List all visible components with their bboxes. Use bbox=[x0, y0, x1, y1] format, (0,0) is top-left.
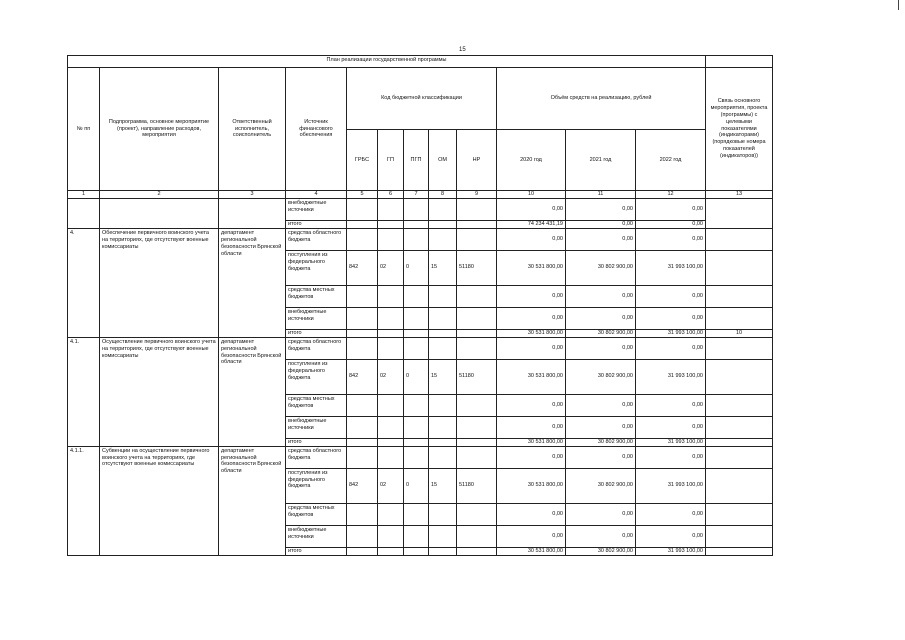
indicator-link-cell bbox=[706, 446, 773, 468]
total-2020: 30 531 800,00 bbox=[497, 547, 566, 555]
col-number: 11 bbox=[566, 191, 636, 199]
indicator-link: 10 bbox=[706, 329, 773, 337]
value-2020: 0,00 bbox=[497, 503, 566, 525]
om-cell bbox=[429, 503, 457, 525]
indicator-link-cell bbox=[706, 525, 773, 547]
value-2020: 0,00 bbox=[497, 337, 566, 359]
program-plan-table bbox=[67, 55, 773, 556]
value-2021: 30 802 900,00 bbox=[566, 359, 636, 394]
header-2021: 2021 год bbox=[566, 130, 636, 191]
gp-cell bbox=[378, 394, 404, 416]
source-cell: средства областного бюджета bbox=[286, 228, 347, 250]
col-number: 2 bbox=[100, 191, 219, 199]
header-budget-class: Код бюджетной классификации bbox=[347, 68, 497, 130]
header-2022: 2022 год bbox=[636, 130, 706, 191]
value-2020: 30 531 800,00 bbox=[497, 250, 566, 285]
om-cell bbox=[429, 285, 457, 307]
value-2022: 0,00 bbox=[636, 525, 706, 547]
col-number: 8 bbox=[429, 191, 457, 199]
total-label: итого bbox=[286, 438, 347, 446]
col-number: 12 bbox=[636, 191, 706, 199]
header-2020: 2020 год bbox=[497, 130, 566, 191]
value-2020: 0,00 bbox=[497, 394, 566, 416]
header-responsible: Ответственный исполнитель, соисполнитель bbox=[219, 68, 286, 191]
value-2022: 0,00 bbox=[636, 416, 706, 438]
om-cell bbox=[429, 525, 457, 547]
indicator-link-cell bbox=[706, 228, 773, 250]
om-cell: 15 bbox=[429, 468, 457, 503]
page-number: 15 bbox=[459, 47, 466, 53]
value-2022: 0,00 bbox=[636, 228, 706, 250]
gp-cell: 02 bbox=[378, 359, 404, 394]
header-name: Подпрограмма, основное мероприятие (проект), направление расходов, мероприятия bbox=[100, 68, 219, 191]
source-cell: внебюджетные источники bbox=[286, 525, 347, 547]
gp-cell bbox=[378, 307, 404, 329]
col-number: 6 bbox=[378, 191, 404, 199]
grbs-cell bbox=[347, 337, 378, 359]
header-nr: НР bbox=[457, 130, 497, 191]
row-number: 4.1. bbox=[68, 337, 100, 446]
om-cell: 15 bbox=[429, 250, 457, 285]
pgp-cell bbox=[404, 525, 429, 547]
nr-cell bbox=[457, 446, 497, 468]
indicator-link-cell bbox=[706, 250, 773, 285]
total-label: итого bbox=[286, 221, 347, 229]
indicator-link-cell bbox=[706, 359, 773, 394]
pgp-cell bbox=[404, 416, 429, 438]
total-2022: 31 993 100,00 bbox=[636, 438, 706, 446]
nr-cell bbox=[457, 285, 497, 307]
value-2021: 30 802 900,00 bbox=[566, 468, 636, 503]
value-2020: 0,00 bbox=[497, 228, 566, 250]
total-2020: 30 531 800,00 bbox=[497, 329, 566, 337]
pgp-cell bbox=[404, 503, 429, 525]
source-cell: поступления из федерального бюджета bbox=[286, 250, 347, 285]
nr-cell bbox=[457, 394, 497, 416]
value-2022: 0,00 bbox=[636, 446, 706, 468]
grbs-cell bbox=[347, 394, 378, 416]
gp-cell: 02 bbox=[378, 250, 404, 285]
grbs-cell bbox=[347, 503, 378, 525]
header-indicator-link: Связь основного мероприятия, проекта (программы) с целевыми показателями (индикаторами) (порядковые номера показателей (индикаторов)) bbox=[706, 68, 773, 191]
value-2021: 0,00 bbox=[566, 228, 636, 250]
grbs-cell: 842 bbox=[347, 250, 378, 285]
col-number: 7 bbox=[404, 191, 429, 199]
scan-edge-mark bbox=[898, 0, 899, 10]
total-2022: 31 993 100,00 bbox=[636, 547, 706, 555]
col-number: 4 bbox=[286, 191, 347, 199]
source-cell: внебюджетные источники bbox=[286, 416, 347, 438]
nr-cell bbox=[457, 337, 497, 359]
source-cell: внебюджетные источники bbox=[286, 199, 347, 221]
col-number: 9 bbox=[457, 191, 497, 199]
nr-cell bbox=[457, 525, 497, 547]
total-2021: 30 802 900,00 bbox=[566, 329, 636, 337]
col-number: 3 bbox=[219, 191, 286, 199]
activity-name: Субвенции на осуществление первичного воинского учета на территориях, где отсутствуют военные комиссариаты bbox=[100, 446, 219, 555]
total-label: итого bbox=[286, 329, 347, 337]
grbs-cell bbox=[347, 285, 378, 307]
source-cell: средства областного бюджета bbox=[286, 446, 347, 468]
source-cell: поступления из федерального бюджета bbox=[286, 359, 347, 394]
gp-cell bbox=[378, 503, 404, 525]
value-2022: 0,00 bbox=[636, 199, 706, 221]
indicator-link-cell bbox=[706, 416, 773, 438]
grbs-cell: 842 bbox=[347, 359, 378, 394]
row-number: 4.1.1. bbox=[68, 446, 100, 555]
indicator-link-cell bbox=[706, 285, 773, 307]
col-number: 5 bbox=[347, 191, 378, 199]
indicator-link-cell bbox=[706, 394, 773, 416]
source-cell: поступления из федерального бюджета bbox=[286, 468, 347, 503]
value-2021: 0,00 bbox=[566, 285, 636, 307]
pgp-cell bbox=[404, 307, 429, 329]
indicator-link-cell bbox=[706, 307, 773, 329]
nr-cell: 51180 bbox=[457, 468, 497, 503]
value-2022: 31 993 100,00 bbox=[636, 468, 706, 503]
nr-cell: 51180 bbox=[457, 250, 497, 285]
grbs-cell bbox=[347, 416, 378, 438]
indicator-link bbox=[706, 547, 773, 555]
value-2020: 0,00 bbox=[497, 199, 566, 221]
responsible-executor: департамент региональной безопасности Брянской области bbox=[219, 337, 286, 446]
value-2021: 0,00 bbox=[566, 337, 636, 359]
header-num: № пп bbox=[68, 68, 100, 191]
header-grbs: ГРБС bbox=[347, 130, 378, 191]
activity-name: Осуществление первичного воинского учета на территориях, где отсутствуют военные комиссариаты bbox=[100, 337, 219, 446]
value-2021: 0,00 bbox=[566, 525, 636, 547]
pgp-cell: 0 bbox=[404, 250, 429, 285]
value-2021: 0,00 bbox=[566, 503, 636, 525]
value-2020: 0,00 bbox=[497, 307, 566, 329]
gp-cell bbox=[378, 525, 404, 547]
value-2022: 0,00 bbox=[636, 285, 706, 307]
value-2021: 0,00 bbox=[566, 307, 636, 329]
grbs-cell bbox=[347, 228, 378, 250]
om-cell bbox=[429, 337, 457, 359]
indicator-link bbox=[706, 438, 773, 446]
value-2022: 0,00 bbox=[636, 503, 706, 525]
indicator-link-cell bbox=[706, 337, 773, 359]
total-2020: 74 234 431,19 bbox=[497, 221, 566, 229]
header-pgp: ПГП bbox=[404, 130, 429, 191]
gp-cell bbox=[378, 446, 404, 468]
gp-cell bbox=[378, 285, 404, 307]
value-2022: 0,00 bbox=[636, 337, 706, 359]
source-cell: средства местных бюджетов bbox=[286, 285, 347, 307]
value-2021: 0,00 bbox=[566, 199, 636, 221]
header-funds: Объём средств на реализацию, рублей bbox=[497, 68, 706, 130]
pgp-cell: 0 bbox=[404, 359, 429, 394]
responsible-executor: департамент региональной безопасности Брянской области bbox=[219, 228, 286, 337]
grbs-cell bbox=[347, 446, 378, 468]
value-2022: 0,00 bbox=[636, 307, 706, 329]
total-2022: 31 993 100,00 bbox=[636, 329, 706, 337]
grbs-cell: 842 bbox=[347, 468, 378, 503]
row-number: 4. bbox=[68, 228, 100, 337]
source-cell: средства местных бюджетов bbox=[286, 503, 347, 525]
header-om: ОМ bbox=[429, 130, 457, 191]
nr-cell bbox=[457, 503, 497, 525]
value-2020: 30 531 800,00 bbox=[497, 359, 566, 394]
table-title: План реализации государственной программы bbox=[68, 56, 706, 68]
om-cell: 15 bbox=[429, 359, 457, 394]
indicator-link-cell bbox=[706, 503, 773, 525]
gp-cell: 02 bbox=[378, 468, 404, 503]
value-2021: 0,00 bbox=[566, 416, 636, 438]
header-source: Источник финансового обеспечения bbox=[286, 68, 347, 191]
total-label: итого bbox=[286, 547, 347, 555]
nr-cell: 51180 bbox=[457, 359, 497, 394]
value-2020: 0,00 bbox=[497, 446, 566, 468]
total-2021: 30 802 900,00 bbox=[566, 547, 636, 555]
value-2020: 0,00 bbox=[497, 525, 566, 547]
value-2021: 30 802 900,00 bbox=[566, 250, 636, 285]
value-2021: 0,00 bbox=[566, 394, 636, 416]
value-2022: 0,00 bbox=[636, 394, 706, 416]
pgp-cell bbox=[404, 394, 429, 416]
pgp-cell: 0 bbox=[404, 468, 429, 503]
activity-name: Обеспечение первичного воинского учета на территориях, где отсутствуют военные комиссариаты bbox=[100, 228, 219, 337]
source-cell: средства областного бюджета bbox=[286, 337, 347, 359]
om-cell bbox=[429, 228, 457, 250]
value-2020: 30 531 800,00 bbox=[497, 468, 566, 503]
col-number: 10 bbox=[497, 191, 566, 199]
value-2022: 31 993 100,00 bbox=[636, 250, 706, 285]
pgp-cell bbox=[404, 446, 429, 468]
source-cell: средства местных бюджетов bbox=[286, 394, 347, 416]
total-2020: 30 531 800,00 bbox=[497, 438, 566, 446]
om-cell bbox=[429, 307, 457, 329]
pgp-cell bbox=[404, 285, 429, 307]
total-2022: 0,00 bbox=[636, 221, 706, 229]
total-2021: 30 802 900,00 bbox=[566, 438, 636, 446]
value-2022: 31 993 100,00 bbox=[636, 359, 706, 394]
gp-cell bbox=[378, 416, 404, 438]
value-2020: 0,00 bbox=[497, 285, 566, 307]
om-cell bbox=[429, 394, 457, 416]
om-cell bbox=[429, 416, 457, 438]
pgp-cell bbox=[404, 228, 429, 250]
responsible-executor: департамент региональной безопасности Брянской области bbox=[219, 446, 286, 555]
total-2021: 0,00 bbox=[566, 221, 636, 229]
nr-cell bbox=[457, 416, 497, 438]
om-cell bbox=[429, 446, 457, 468]
value-2021: 0,00 bbox=[566, 446, 636, 468]
grbs-cell bbox=[347, 525, 378, 547]
nr-cell bbox=[457, 307, 497, 329]
source-cell: внебюджетные источники bbox=[286, 307, 347, 329]
indicator-link-cell bbox=[706, 468, 773, 503]
gp-cell bbox=[378, 337, 404, 359]
header-gp: ГП bbox=[378, 130, 404, 191]
col-number: 1 bbox=[68, 191, 100, 199]
pgp-cell bbox=[404, 337, 429, 359]
nr-cell bbox=[457, 228, 497, 250]
col-number: 13 bbox=[706, 191, 773, 199]
grbs-cell bbox=[347, 307, 378, 329]
gp-cell bbox=[378, 228, 404, 250]
value-2020: 0,00 bbox=[497, 416, 566, 438]
